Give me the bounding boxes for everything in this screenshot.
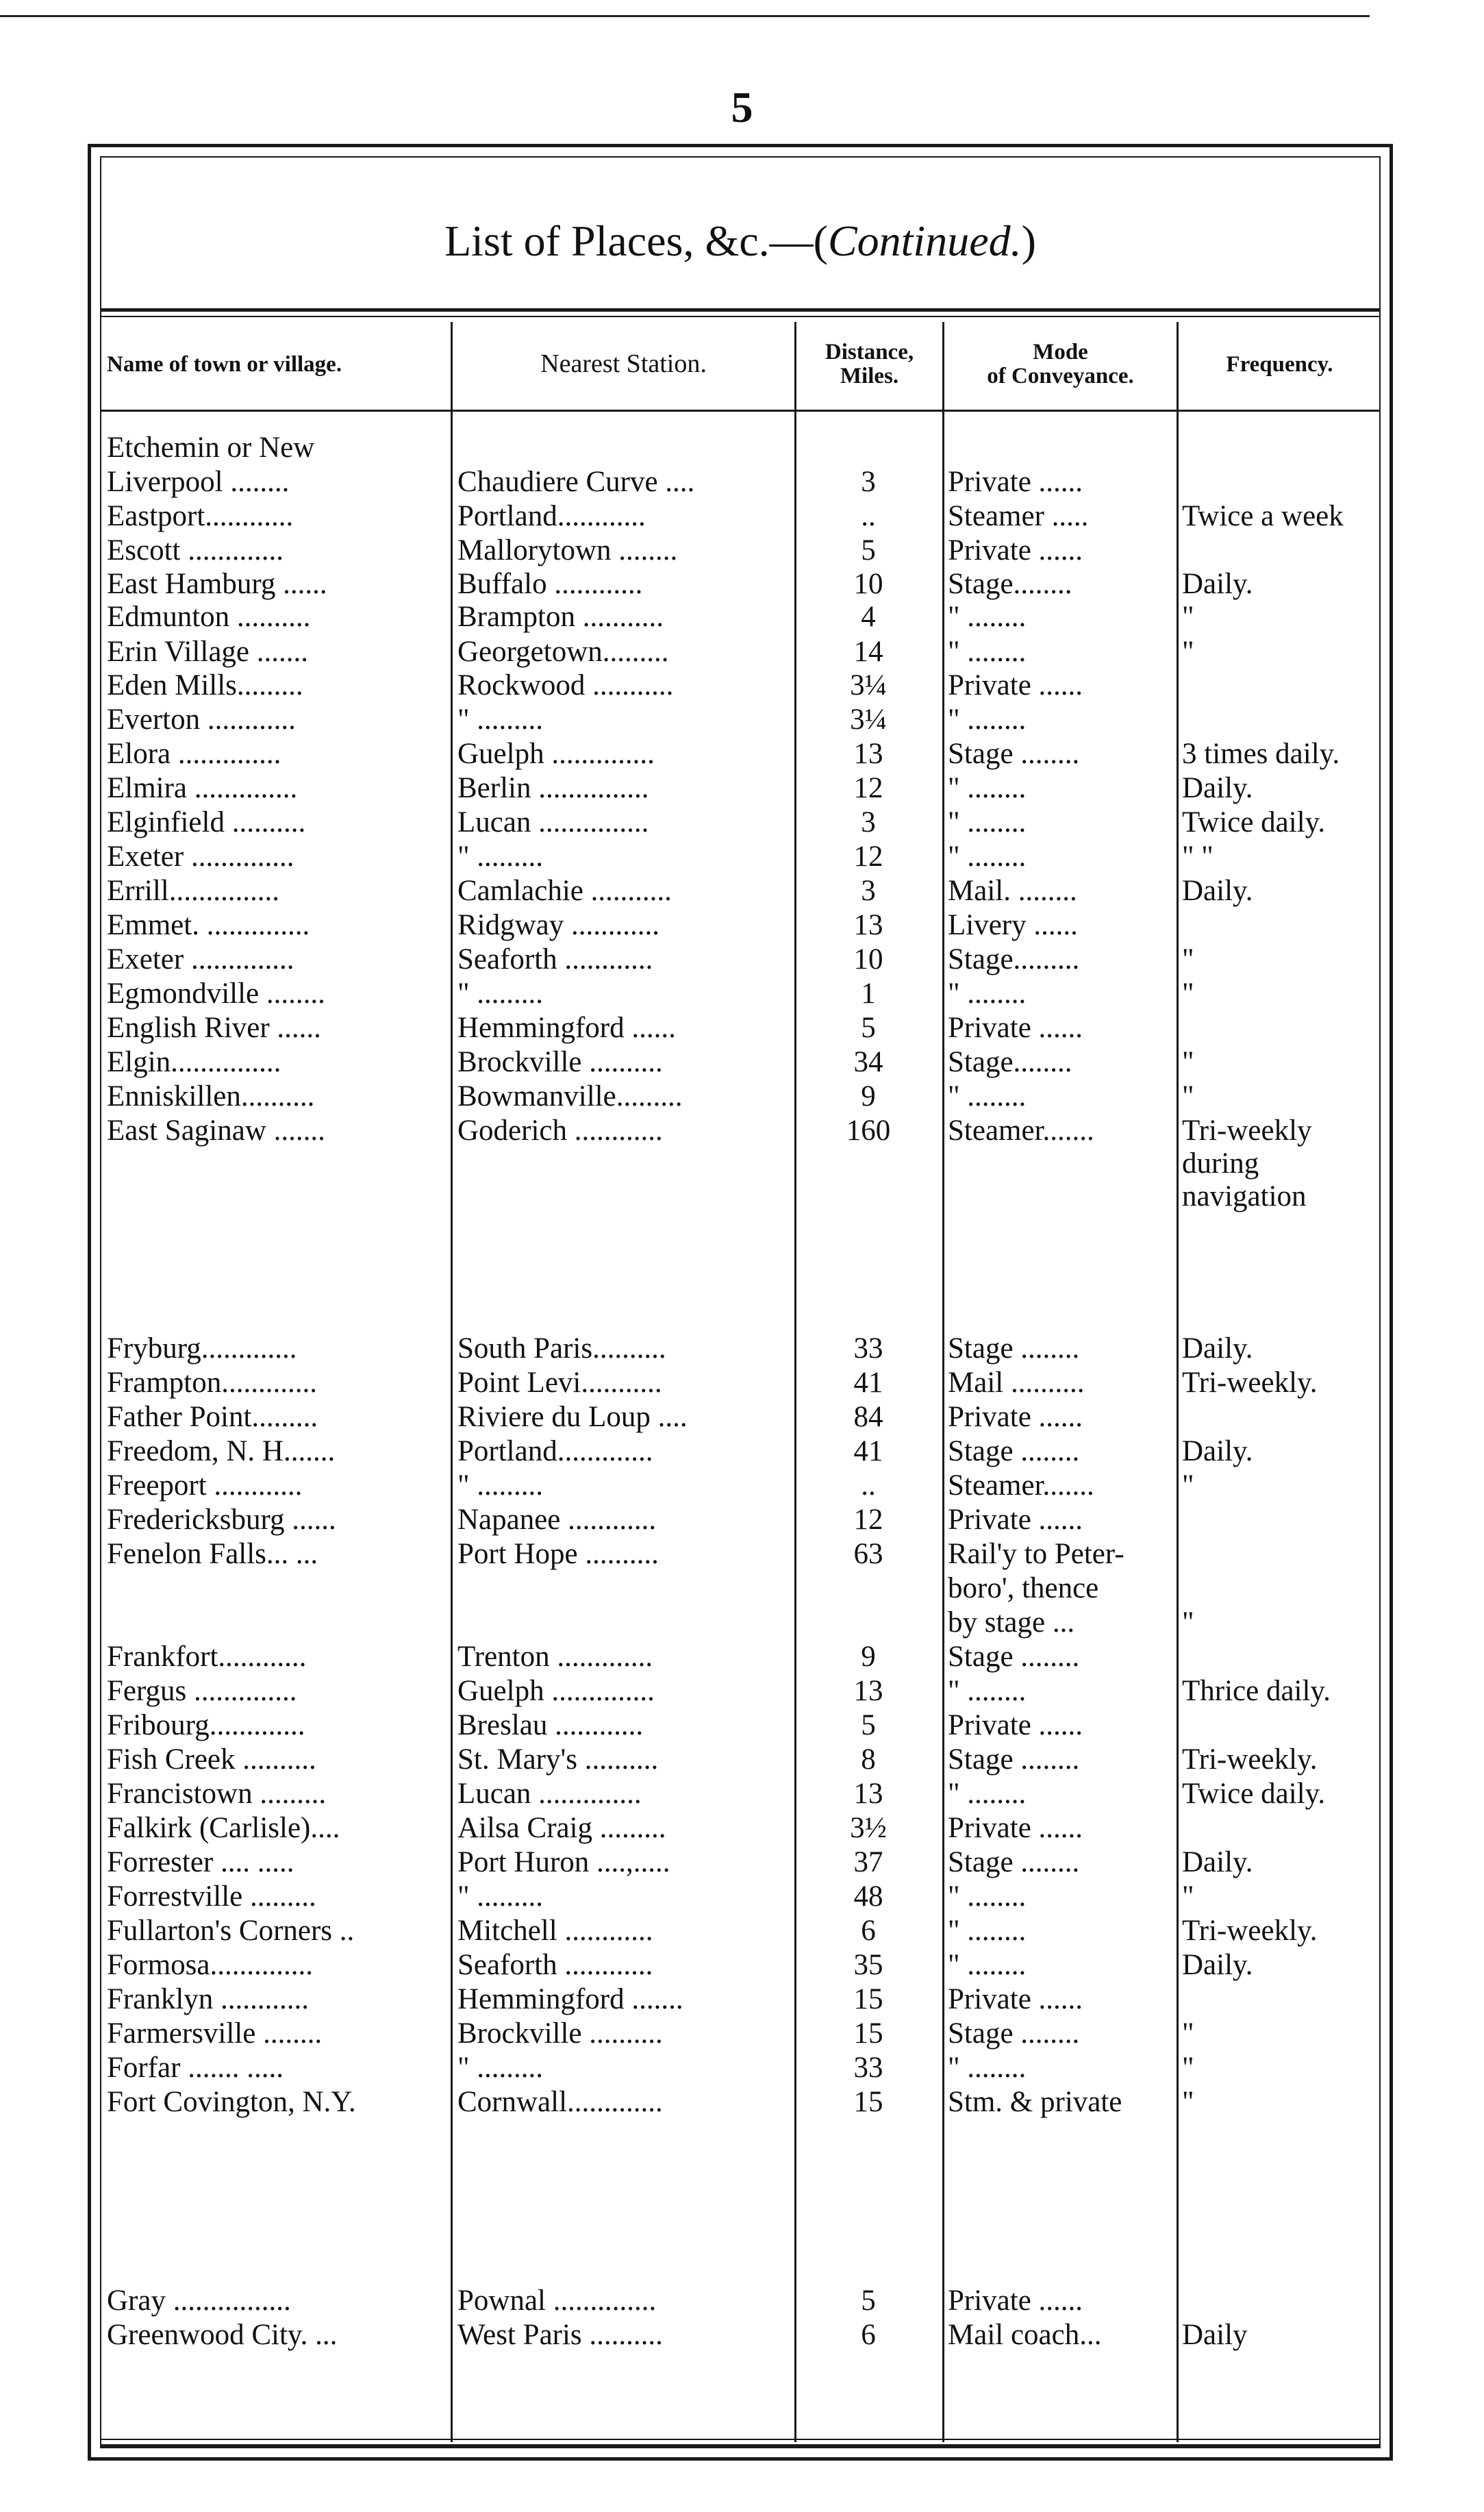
- cell-station: Hemmingford ......: [457, 1012, 676, 1044]
- footer-rule-thin: [100, 2439, 1381, 2440]
- cell-mode: Rail'y to Peter-: [948, 1538, 1124, 1570]
- cell-mode: Private ......: [948, 1012, 1083, 1044]
- cell-station: Brockville ..........: [457, 1046, 663, 1078]
- cell-miles: 3½: [850, 1812, 887, 1844]
- cell-miles: 13: [853, 738, 883, 770]
- cell-mode: Private ......: [948, 1812, 1083, 1844]
- cell-name: Erin Village .......: [107, 636, 308, 668]
- cell-name: Elgin...............: [107, 1046, 281, 1078]
- cell-station: Napanee ............: [457, 1504, 657, 1536]
- cell-station: South Paris..........: [457, 1332, 666, 1365]
- cell-station: Buffalo ............: [457, 568, 643, 600]
- cell-freq: " ": [1182, 841, 1213, 873]
- cell-miles: 6: [861, 1915, 876, 1947]
- cell-mode: " ........: [948, 636, 1027, 668]
- cell-miles: 13: [853, 909, 883, 941]
- cell-station: Lucan ...............: [457, 806, 649, 838]
- cell-freq: ": [1182, 2052, 1194, 2084]
- cell-miles: 63: [853, 1538, 883, 1570]
- table-row: [0, 978, 1484, 1010]
- cell-name: Frampton.............: [107, 1367, 317, 1399]
- cell-name: Freedom, N. H.......: [107, 1435, 336, 1467]
- header-frequency-label: Frequency.: [1226, 351, 1333, 377]
- cell-mode: Stage ........: [948, 2017, 1080, 2050]
- cell-name: Fenelon Falls... ...: [107, 1538, 318, 1570]
- cell-station: Mitchell ............: [457, 1915, 653, 1947]
- cell-miles: 13: [853, 1675, 883, 1707]
- cell-station: Breslau ............: [457, 1709, 644, 1741]
- cell-freq: Daily.: [1182, 772, 1253, 804]
- cell-name: Emmet. ..............: [107, 909, 310, 941]
- cell-freq: Daily.: [1182, 1949, 1253, 1981]
- table-row: [0, 534, 1484, 567]
- table-row: [0, 1504, 1484, 1537]
- cell-mode: Steamer .....: [948, 500, 1089, 532]
- cell-mode: Private ......: [948, 669, 1083, 701]
- table-row: [0, 1709, 1484, 1742]
- cell-mode: Steamer.......: [948, 1469, 1094, 1502]
- cell-station: Hemmingford .......: [457, 1983, 683, 2015]
- cell-miles: 3¼: [850, 669, 887, 701]
- cell-freq: Tri-weekly.: [1182, 1367, 1318, 1399]
- cell-name: Freeport ............: [107, 1469, 303, 1502]
- cell-station: West Paris ..........: [457, 2319, 663, 2351]
- cell-name: Escott .............: [107, 534, 284, 567]
- cell-miles: 10: [853, 943, 883, 975]
- cell-mode: Mail. ........: [948, 875, 1077, 907]
- table-row: [0, 1332, 1484, 1365]
- cell-mode: " ........: [948, 772, 1027, 804]
- cell-mode: " ........: [948, 1915, 1027, 1947]
- title-italic: Continued.: [827, 216, 1022, 265]
- cell-miles: 3: [861, 875, 876, 907]
- cell-miles: 34: [853, 1046, 883, 1078]
- cell-miles: 5: [861, 1709, 876, 1741]
- cell-name: Father Point.........: [107, 1401, 318, 1433]
- cell-freq: Daily: [1182, 2319, 1248, 2351]
- cell-miles: 12: [853, 841, 883, 873]
- table-row: [0, 669, 1484, 702]
- header-mode: [944, 323, 1177, 406]
- cell-name: Errill...............: [107, 875, 279, 907]
- cell-freq: Tri-weekly.: [1182, 1915, 1318, 1947]
- cell-miles: 9: [861, 1080, 876, 1112]
- cell-name: Elginfield ..........: [107, 806, 306, 838]
- cell-miles: 5: [861, 1012, 876, 1044]
- table-row: [0, 568, 1484, 601]
- cell-freq: ": [1182, 978, 1194, 1010]
- header-top-rule-thin: [100, 316, 1381, 317]
- cell-station: Lucan ..............: [457, 1778, 642, 1810]
- cell-miles: 3: [861, 466, 876, 498]
- cell-station: Guelph ..............: [457, 1675, 655, 1707]
- cell-miles: 33: [853, 2052, 883, 2084]
- cell-freq: ": [1182, 601, 1194, 633]
- cell-mode: Stage ........: [948, 1332, 1080, 1365]
- cell-mode: " ........: [948, 704, 1027, 736]
- cell-name: Eden Mills.........: [107, 669, 303, 701]
- cell-miles: 6: [861, 2319, 876, 2351]
- cell-station: Bowmanville.........: [457, 1080, 683, 1112]
- cell-freq: Daily.: [1182, 875, 1253, 907]
- cell-freq: ": [1182, 636, 1194, 668]
- cell-freq: 3 times daily.: [1182, 738, 1340, 770]
- cell-miles: 5: [861, 534, 876, 567]
- title-close: ): [1021, 216, 1036, 265]
- cell-miles: 41: [853, 1367, 883, 1399]
- cell-miles: 3¼: [850, 704, 887, 736]
- cell-name: Egmondville ........: [107, 978, 325, 1010]
- table-row: [0, 909, 1484, 942]
- footer-rule: [100, 2444, 1381, 2447]
- cell-name: Francistown .........: [107, 1778, 327, 1810]
- cell-mode: " ........: [948, 806, 1027, 838]
- cell-miles: 15: [853, 2017, 883, 2050]
- cell-name: East Saginaw .......: [107, 1115, 325, 1147]
- cell-name: Forfar ....... .....: [107, 2052, 284, 2084]
- cell-freq: Twice daily.: [1182, 806, 1326, 838]
- cell-mode: Stage........: [948, 568, 1072, 600]
- cell-mode: Stage ........: [948, 738, 1080, 770]
- header-distance: [796, 323, 942, 406]
- header-bottom-rule: [100, 410, 1381, 412]
- table-row: [0, 432, 1484, 464]
- cell-name: Fish Creek ..........: [107, 1743, 316, 1776]
- header-mode-line2: of Conveyance.: [987, 364, 1134, 388]
- header-name-label: Name of town or village.: [107, 351, 342, 377]
- cell-station: Ailsa Craig .........: [457, 1812, 666, 1844]
- table-row: [0, 1778, 1484, 1811]
- cell-freq: ": [1182, 1469, 1194, 1502]
- cell-name: Frankfort............: [107, 1641, 307, 1673]
- cell-mode: Stage.........: [948, 943, 1080, 975]
- cell-name: Formosa..............: [107, 1949, 313, 1981]
- cell-name: Fredericksburg ......: [107, 1504, 336, 1536]
- cell-mode: " ........: [948, 1880, 1027, 1913]
- cell-station: St. Mary's ..........: [457, 1743, 659, 1776]
- cell-mode: Stage ........: [948, 1641, 1080, 1673]
- cell-station: Seaforth ............: [457, 1949, 653, 1981]
- table-row: [0, 1115, 1484, 1213]
- cell-mode: " ........: [948, 1778, 1027, 1810]
- table-row: [0, 2319, 1484, 2352]
- table-row: [0, 1880, 1484, 1913]
- cell-mode: Stage........: [948, 1046, 1072, 1078]
- table-row: [0, 1641, 1484, 1674]
- cell-miles: 1: [861, 978, 876, 1010]
- table-row: [0, 1846, 1484, 1879]
- cell-station: " .........: [457, 2052, 544, 2084]
- header-frequency: [1179, 323, 1381, 406]
- cell-freq: Daily.: [1182, 1332, 1253, 1365]
- cell-station: Ridgway ............: [457, 909, 660, 941]
- table-row: [0, 636, 1484, 669]
- cell-station: " .........: [457, 1469, 544, 1502]
- table-row: [0, 2285, 1484, 2317]
- cell-station: Chaudiere Curve ....: [457, 466, 695, 498]
- cell-mode: " ........: [948, 1949, 1027, 1981]
- header-station: [453, 323, 794, 406]
- cell-station: Point Levi...........: [457, 1367, 662, 1399]
- cell-freq: ": [1182, 1080, 1194, 1112]
- cell-station: Goderich ............: [457, 1115, 663, 1147]
- cell-miles: 14: [853, 636, 883, 668]
- table-row: [0, 601, 1484, 634]
- cell-name: Greenwood City. ...: [107, 2319, 338, 2351]
- cell-miles: 37: [853, 1846, 883, 1878]
- cell-station: Seaforth ............: [457, 943, 653, 975]
- cell-mode: Private ......: [948, 2285, 1083, 2317]
- cell-mode: " ........: [948, 601, 1027, 633]
- cell-name: Gray ................: [107, 2285, 291, 2317]
- cell-mode: Private ......: [948, 1709, 1083, 1741]
- cell-station: Pownal ..............: [457, 2285, 657, 2317]
- cell-mode: " ........: [948, 978, 1027, 1010]
- cell-freq: Tri-weekly.: [1182, 1743, 1318, 1776]
- header-top-rule: [100, 308, 1381, 312]
- page-title: [100, 216, 1381, 266]
- cell-station: " .........: [457, 978, 544, 1010]
- cell-station: Port Hope ..........: [457, 1538, 659, 1570]
- cell-mode: Stage ........: [948, 1435, 1080, 1467]
- table-row: [0, 1046, 1484, 1079]
- cell-station: " .........: [457, 704, 544, 736]
- cell-mode: Livery ......: [948, 909, 1078, 941]
- cell-station: Riviere du Loup ....: [457, 1401, 688, 1433]
- cell-mode: Private ......: [948, 534, 1083, 567]
- table-row: [0, 875, 1484, 908]
- cell-miles: 35: [853, 1949, 883, 1981]
- table-row: [0, 1435, 1484, 1468]
- cell-freq: ": [1182, 2086, 1194, 2118]
- table-row: [0, 772, 1484, 805]
- cell-mode: " ........: [948, 2052, 1027, 2084]
- cell-name: Exeter ..............: [107, 943, 294, 975]
- cell-name: Edmunton ..........: [107, 601, 311, 633]
- cell-miles: ..: [861, 500, 876, 532]
- table-row: [0, 1949, 1484, 1982]
- cell-freq: Daily.: [1182, 568, 1253, 600]
- cell-mode: Stage ........: [948, 1743, 1080, 1776]
- table-row: [0, 943, 1484, 976]
- cell-freq: Daily.: [1182, 1846, 1253, 1878]
- title-main: List of Places, &c.—(: [444, 216, 828, 265]
- table-row: [0, 2052, 1484, 2085]
- cell-freq: ": [1182, 1880, 1194, 1913]
- cell-freq: ": [1182, 2017, 1194, 2050]
- cell-name: Eastport............: [107, 500, 294, 532]
- header-name: [100, 323, 457, 406]
- cell-name: Elmira ..............: [107, 772, 298, 804]
- cell-name: Fort Covington, N.Y.: [107, 2086, 356, 2118]
- cell-station: Mallorytown ........: [457, 534, 678, 567]
- header-distance-line2: Miles.: [840, 364, 899, 388]
- cell-station: Camlachie ...........: [457, 875, 672, 907]
- cell-miles: 15: [853, 1983, 883, 2015]
- cell-name: Enniskillen..........: [107, 1080, 315, 1112]
- table-row: [0, 1915, 1484, 1948]
- table-row: [0, 1080, 1484, 1113]
- table-row: [0, 738, 1484, 771]
- header-station-label: Nearest Station.: [540, 349, 707, 379]
- cell-mode: by stage ...: [948, 1606, 1075, 1639]
- cell-miles: 12: [853, 772, 883, 804]
- cell-name: East Hamburg ......: [107, 568, 327, 600]
- cell-name: Forrester .... .....: [107, 1846, 294, 1878]
- table-row: [0, 1606, 1484, 1639]
- cell-mode: Private ......: [948, 466, 1083, 498]
- cell-mode: Private ......: [948, 1401, 1083, 1433]
- cell-mode: " ........: [948, 841, 1027, 873]
- cell-freq: Thrice daily.: [1182, 1675, 1331, 1707]
- cell-name: Forrestville .........: [107, 1880, 316, 1913]
- cell-station: Brampton ...........: [457, 601, 664, 633]
- cell-mode: Stage ........: [948, 1846, 1080, 1878]
- table-row: [0, 1743, 1484, 1776]
- cell-station: " .........: [457, 841, 544, 873]
- cell-name: English River ......: [107, 1012, 321, 1044]
- table-row: [0, 841, 1484, 873]
- cell-miles: ..: [861, 1469, 876, 1502]
- cell-freq: Twice a week: [1182, 500, 1344, 532]
- table-row: [0, 1538, 1484, 1571]
- header-mode-line1: Mode: [1033, 340, 1088, 365]
- cell-miles: 10: [853, 568, 883, 600]
- table-row: [0, 2017, 1484, 2050]
- cell-station: Cornwall.............: [457, 2086, 663, 2118]
- cell-name: Exeter ..............: [107, 841, 294, 873]
- cell-miles: 3: [861, 806, 876, 838]
- table-row: [0, 2086, 1484, 2119]
- cell-miles: 13: [853, 1778, 883, 1810]
- cell-miles: 4: [861, 601, 876, 633]
- cell-miles: 160: [846, 1115, 891, 1147]
- cell-name: Fullarton's Corners ..: [107, 1915, 355, 1947]
- table-row: [0, 466, 1484, 499]
- cell-miles: 41: [853, 1435, 883, 1467]
- table-row: [0, 1367, 1484, 1400]
- cell-miles: 84: [853, 1401, 883, 1433]
- cell-mode: Steamer.......: [948, 1115, 1094, 1147]
- table-row: [0, 1572, 1484, 1605]
- cell-miles: 33: [853, 1332, 883, 1365]
- cell-station: Trenton .............: [457, 1641, 653, 1673]
- cell-miles: 48: [853, 1880, 883, 1913]
- cell-mode: Stm. & private: [948, 2086, 1122, 2118]
- cell-miles: 12: [853, 1504, 883, 1536]
- table-row: [0, 1983, 1484, 2016]
- cell-mode: Private ......: [948, 1983, 1083, 2015]
- header-mode-label: [987, 340, 1133, 388]
- cell-station: Georgetown.........: [457, 636, 669, 668]
- table-row: [0, 806, 1484, 839]
- cell-name: Liverpool ........: [107, 466, 290, 498]
- cell-mode: " ........: [948, 1080, 1027, 1112]
- cell-name: Fryburg.............: [107, 1332, 297, 1365]
- cell-miles: 5: [861, 2285, 876, 2317]
- header-distance-label: [825, 340, 914, 388]
- table-row: [0, 1469, 1484, 1502]
- cell-freq: Twice daily.: [1182, 1778, 1326, 1810]
- cell-freq: ": [1182, 943, 1194, 975]
- table-row: [0, 1812, 1484, 1845]
- cell-name: Farmersville ........: [107, 2017, 323, 2050]
- cell-freq: ": [1182, 1606, 1194, 1639]
- cell-mode: boro', thence: [948, 1572, 1099, 1604]
- cell-mode: Private ......: [948, 1504, 1083, 1536]
- cell-name: Elora ..............: [107, 738, 281, 770]
- top-rule: [0, 15, 1370, 17]
- cell-station: Portland............: [457, 500, 646, 532]
- cell-freq: ": [1182, 1046, 1194, 1078]
- page-number: 5: [731, 83, 753, 132]
- cell-name: Falkirk (Carlisle)....: [107, 1812, 340, 1844]
- table-row: [0, 1012, 1484, 1045]
- cell-name: Fergus ..............: [107, 1675, 297, 1707]
- cell-mode: Mail coach...: [948, 2319, 1102, 2351]
- cell-station: Brockville ..........: [457, 2017, 663, 2050]
- cell-miles: 8: [861, 1743, 876, 1776]
- cell-station: Rockwood ...........: [457, 669, 674, 701]
- cell-name: Etchemin or New: [107, 432, 315, 464]
- cell-station: Berlin ...............: [457, 772, 649, 804]
- cell-mode: " ........: [948, 1675, 1027, 1707]
- header-distance-line1: Distance,: [825, 340, 914, 365]
- cell-freq: Tri-weekly during navigation: [1182, 1115, 1312, 1213]
- table-row: [0, 1401, 1484, 1434]
- table-row: [0, 500, 1484, 533]
- table-row: [0, 704, 1484, 736]
- cell-station: Port Huron ....,.....: [457, 1846, 670, 1878]
- cell-freq: Daily.: [1182, 1435, 1253, 1467]
- cell-station: " .........: [457, 1880, 544, 1913]
- cell-mode: Mail ..........: [948, 1367, 1085, 1399]
- table-row: [0, 1675, 1484, 1708]
- cell-name: Fribourg.............: [107, 1709, 305, 1741]
- cell-name: Franklyn ............: [107, 1983, 310, 2015]
- cell-station: Guelph ..............: [457, 738, 655, 770]
- cell-name: Everton ............: [107, 704, 296, 736]
- cell-miles: 9: [861, 1641, 876, 1673]
- cell-station: Portland.............: [457, 1435, 653, 1467]
- cell-miles: 15: [853, 2086, 883, 2118]
